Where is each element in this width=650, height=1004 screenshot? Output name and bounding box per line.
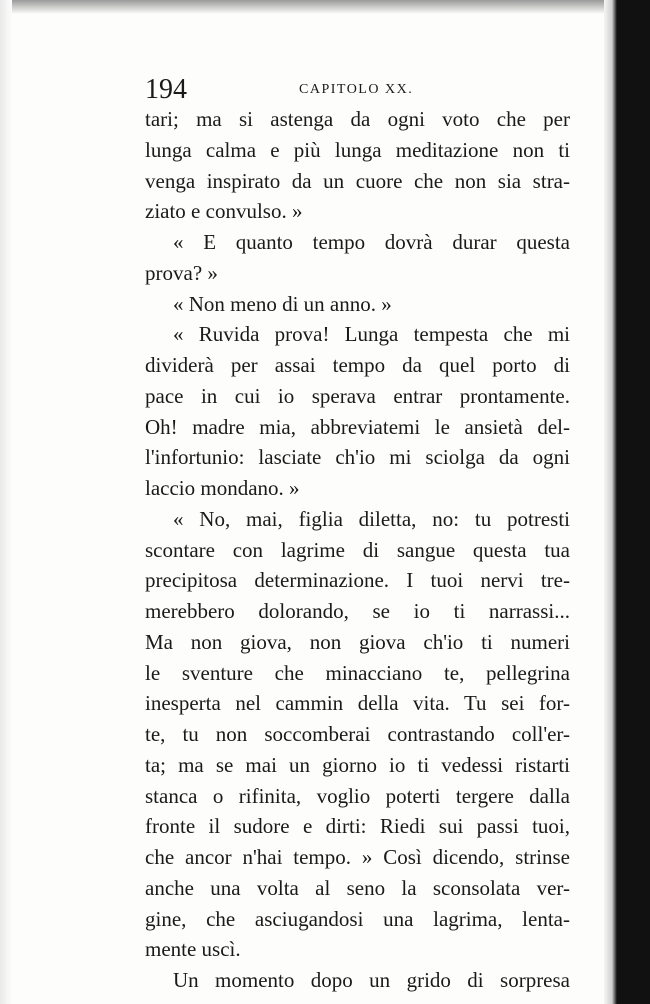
text-line: inesperta nel cammin della vita. Tu sei for-: [145, 691, 570, 716]
text-line: mente uscì.: [145, 937, 241, 962]
text-line: fronte il sudore e dirti: Riedi sui passi tuoi,: [145, 814, 570, 839]
text-line: che ancor n'hai tempo. » Così dicendo, strinse: [145, 845, 570, 869]
running-head: CAPITOLO XX.: [299, 82, 414, 97]
page-edge-binding: [604, 0, 650, 1004]
text-line: Un momento dopo un grido di sorpresa: [173, 968, 570, 992]
page-number: 194: [145, 74, 187, 105]
body-text: [145, 104, 570, 996]
text-line: ta; ma se mai un giorno io ti vedessi ristarti: [145, 752, 570, 777]
text-line: laccio mondano. »: [145, 476, 300, 500]
text-line: anche una volta al seno la sconsolata ver-: [145, 875, 570, 900]
text-line: tari; ma si astenga da ogni voto che per: [145, 107, 570, 131]
text-line: te, tu non soccomberai contrastando coll'er-: [145, 722, 570, 746]
text-line: dividerà per assai tempo da quel porto di: [145, 353, 570, 377]
page-top-shadow: [0, 0, 650, 14]
text-line: « No, mai, figlia diletta, no: tu potresti: [173, 506, 570, 531]
text-line: gine, che asciugandosi una lagrima, lenta-: [145, 906, 570, 931]
page-header: [145, 72, 570, 108]
text-line: scontare con lagrime di sangue questa tua: [145, 537, 570, 562]
text-line: venga inspirato da un cuore che non sia stra-: [145, 168, 570, 193]
text-line: stanca o rifinita, voglio poterti tergere dalla: [145, 783, 570, 808]
text-line: « E quanto tempo dovrà durar questa: [173, 230, 570, 254]
text-line: « Ruvida prova! Lunga tempesta che mi: [173, 322, 570, 347]
text-line: Ma non giova, non giova ch'io ti numeri: [145, 629, 570, 654]
text-line: merebbero dolorando, se io ti narrassi...: [145, 599, 570, 623]
page-gutter-shade: [0, 0, 12, 1004]
text-line: lunga calma e più lunga meditazione non ti: [145, 137, 570, 162]
text-line: le sventure che minacciano te, pellegrina: [145, 660, 570, 685]
text-line: pace in cui io sperava entrar prontamente.: [145, 383, 570, 408]
text-line: « Non meno di un anno. »: [173, 291, 392, 316]
text-line: ziato e convulso. »: [145, 199, 303, 224]
text-line: prova? »: [145, 260, 218, 285]
text-line: l'infortunio: lasciate ch'io mi sciolga da ogni: [145, 445, 570, 470]
text-line: precipitosa determinazione. I tuoi nervi tre-: [145, 568, 570, 593]
text-line: Oh! madre mia, abbreviatemi le ansietà del-: [145, 414, 570, 439]
